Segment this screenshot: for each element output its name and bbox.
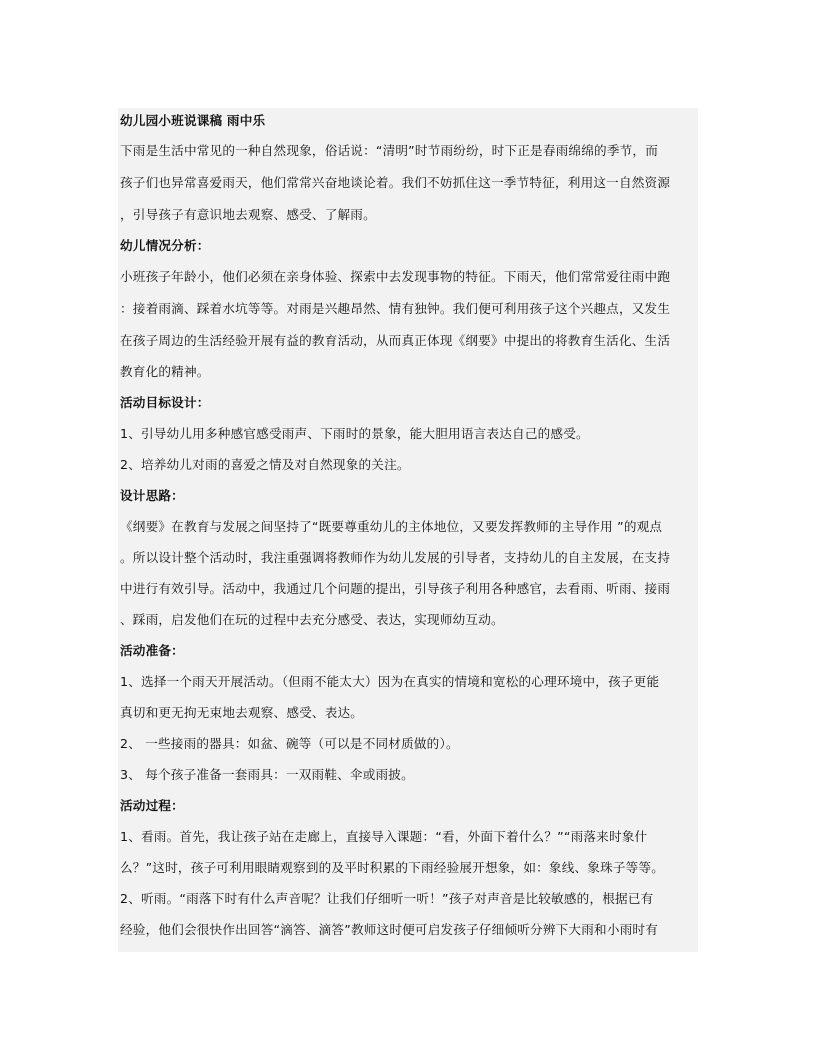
paragraph-line: 在孩子周边的生活经验开展有益的教育活动，从而真正体现《纲要》中提出的将教育生活化、生活 (120, 333, 671, 348)
paragraph-line: 孩子们也异常喜爱雨天，他们常常兴奋地谈论着。我们不妨抓住这一季节特征，利用这一自然资源 (120, 175, 671, 190)
paragraph-line: 。所以设计整个活动时，我注重强调将教师作为幼儿发展的引导者，支持幼儿的自主发展，在支持 (120, 550, 671, 565)
paragraph-line: ，引导孩子有意识地去观察、感受、了解雨。 (120, 207, 376, 222)
paragraph-line: ：接着雨滴、踩着水坑等等。对雨是兴趣昂然、情有独钟。我们便可利用孩子这个兴趣点，又发生 (120, 301, 671, 316)
paragraph-line: 2、培养幼儿对雨的喜爱之情及对自然现象的关注。 (120, 457, 410, 472)
section-heading: 活动目标设计： (120, 395, 210, 410)
section-heading: 活动准备： (120, 643, 184, 658)
paragraph-line: 1、引导幼儿用多种感官感受雨声、下雨时的景象，能大胆用语言表达自己的感受。 (120, 426, 589, 441)
paragraph-line: 么？”这时，孩子可利用眼睛观察到的及平时积累的下雨经验展开想象，如：象线、象珠子等等。 (120, 860, 665, 875)
section-heading: 幼儿情况分析： (120, 238, 210, 253)
paragraph-line: 2、 一些接雨的器具：如盆、碗等（可以是不同材质做的）。 (120, 736, 459, 751)
paragraph-line: 1、选择一个雨天开展活动。（但雨不能太大）因为在真实的情境和宽松的心理环境中，孩子更能 (120, 674, 660, 689)
paragraph-line: 2、听雨。“雨落下时有什么声音呢？让我们仔细听一听！”孩子对声音是比较敏感的，根据已有 (120, 891, 654, 906)
paragraph-line: 真切和更无拘无束地去观察、感受、表达。 (120, 705, 364, 720)
section-heading: 活动过程： (120, 798, 184, 813)
paragraph-line: 、踩雨，启发他们在玩的过程中去充分感受、表达，实现师幼互动。 (120, 612, 504, 627)
paragraph-line: 中进行有效引导。活动中，我通过几个问题的提出，引导孩子利用各种感官，去看雨、听雨、接雨 (120, 581, 671, 596)
paragraph-line: 教育化的精神。 (120, 364, 210, 379)
paragraph-line: 小班孩子年龄小，他们必须在亲身体验、探索中去发现事物的特征。下雨天，他们常常爱往雨中跑 (120, 269, 671, 284)
section-heading: 设计思路： (120, 488, 184, 503)
paragraph-line: 下雨是生活中常见的一种自然现象，俗话说：“清明”时节雨纷纷，时下正是春雨绵绵的季节，而 (120, 143, 658, 158)
document-title: 幼儿园小班说课稿 雨中乐 (120, 113, 266, 128)
paragraph-line: 经验，他们会很快作出回答“滴答、滴答”教师这时便可启发孩子仔细倾听分辨下大雨和小雨时有 (120, 922, 658, 937)
paragraph-line: 1、看雨。首先，我让孩子站在走廊上，直接导入课题：“看，外面下着什么？”“雨落来时象什 (120, 829, 648, 844)
document-page (118, 108, 698, 952)
paragraph-line: 《纲要》在教育与发展之间坚持了“既要尊重幼儿的主体地位，又要发挥教师的主导作用 ”的观点 (120, 519, 663, 534)
paragraph-line: 3、 每个孩子准备一套雨具：一双雨鞋、伞或雨披。 (120, 767, 414, 782)
